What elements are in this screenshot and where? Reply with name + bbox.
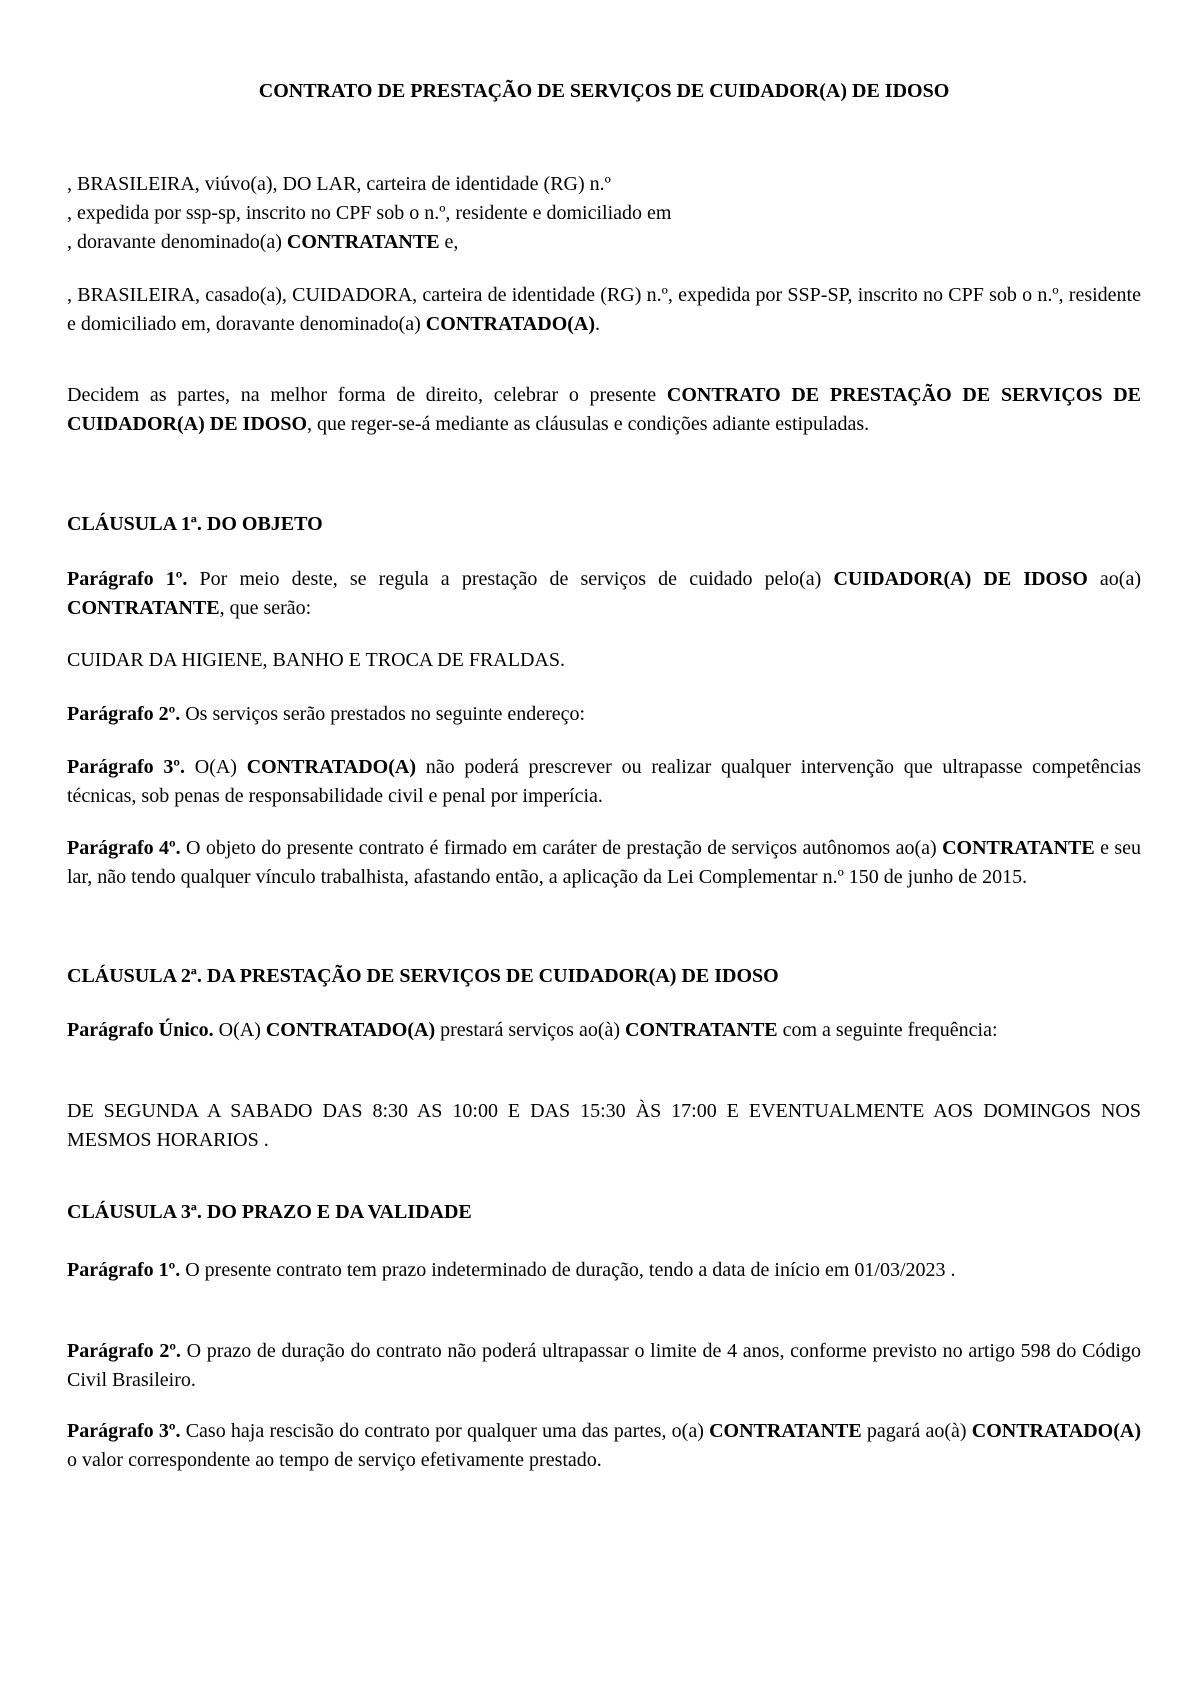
- contratante-role: CONTRATANTE: [286, 231, 440, 253]
- intro-suffix: , que reger-se-á mediante as cláusulas e condições adiante estipuladas.: [307, 413, 870, 435]
- clause-1-paragraph-2: [67, 700, 1141, 729]
- paragraph-text: Caso haja rescisão do contrato por qualquer uma das partes, o(a): [180, 1420, 710, 1442]
- contratante-line-3-suffix: e,: [439, 231, 459, 253]
- bold-term: CONTRATANTE: [709, 1420, 862, 1442]
- clause-1-services: CUIDAR DA HIGIENE, BANHO E TROCA DE FRALDAS.: [67, 649, 565, 671]
- paragraph-label: Parágrafo 3º.: [67, 1420, 181, 1442]
- clause-3-paragraph-3: [67, 1417, 1141, 1475]
- paragraph-text: e seu lar, não tendo qualquer vínculo trabalhista, afastando então, a aplicação da Lei Complementar n.º 150 de junho de 2015.: [67, 837, 1141, 888]
- paragraph-text: O(A): [213, 1019, 266, 1041]
- paragraph-text: Por meio deste, se regula a prestação de serviços de cuidado pelo(a): [187, 568, 834, 590]
- party-contratante: [67, 170, 1141, 257]
- party-contratado: [67, 281, 1141, 339]
- contratado-text: , BRASILEIRA, casado(a), CUIDADORA, carteira de identidade (RG) n.º, expedida por SSP-SP, inscrito no CPF sob o n.º, residente e domiciliado em, doravante denominado(a): [67, 284, 1141, 335]
- contract-title: CONTRATO DE PRESTAÇÃO DE SERVIÇOS DE CUIDADOR(A) DE IDOSO: [258, 80, 950, 102]
- clause-3-paragraph-1: [67, 1256, 1141, 1285]
- clause-3-paragraph-2: [67, 1337, 1141, 1395]
- paragraph-label: Parágrafo Único.: [67, 1019, 214, 1041]
- contratante-line-2: , expedida por ssp-sp, inscrito no CPF sob o n.º, residente e domiciliado em: [67, 202, 672, 224]
- contratado-end: .: [595, 313, 601, 335]
- clause-1-paragraph-3: [67, 753, 1141, 811]
- clause-1-paragraph-4: [67, 834, 1141, 892]
- contratante-line-3: [67, 228, 1141, 257]
- paragraph-text: Os serviços serão prestados no seguinte endereço:: [180, 703, 586, 725]
- paragraph-label: Parágrafo 2º.: [67, 703, 181, 725]
- clause-2-schedule: DE SEGUNDA A SABADO DAS 8:30 AS 10:00 E DAS 15:30 ÀS 17:00 E EVENTUALMENTE AOS DOMINGOS NOS MESMOS HORARIOS .: [67, 1100, 1141, 1151]
- intro-contract-name: CONTRATO DE PRESTAÇÃO DE SERVIÇOS DE CUIDADOR(A) DE IDOSO: [67, 384, 1141, 435]
- clause-1-paragraph-1: [67, 565, 1141, 623]
- paragraph-label: Parágrafo 1º.: [67, 568, 188, 590]
- bold-term: CONTRATANTE: [942, 837, 1095, 859]
- bold-term: CONTRATADO(A): [265, 1019, 436, 1041]
- bold-term: CONTRATADO(A): [971, 1420, 1141, 1442]
- paragraph-label: Parágrafo 1º.: [67, 1259, 181, 1281]
- paragraph-text: não poderá prescrever ou realizar qualquer intervenção que ultrapasse competências técnicas, sob penas de responsabilidade civil e penal por imperícia.: [67, 756, 1141, 807]
- bold-term: CONTRATADO(A): [246, 756, 416, 778]
- paragraph-label: Parágrafo 4º.: [67, 837, 181, 859]
- paragraph-text: ao(a): [1087, 568, 1142, 590]
- contratante-line-3-prefix: , doravante denominado(a): [67, 231, 287, 253]
- paragraph-label: Parágrafo 2º.: [67, 1340, 181, 1362]
- clause-3-heading: CLÁUSULA 3ª. DO PRAZO E DA VALIDADE: [67, 1201, 472, 1223]
- paragraph-text: prestará serviços ao(à): [435, 1019, 626, 1041]
- bold-term: CUIDADOR(A) DE IDOSO: [833, 568, 1088, 590]
- paragraph-label: Parágrafo 3º.: [67, 756, 185, 778]
- clause-1-heading: CLÁUSULA 1ª. DO OBJETO: [67, 513, 323, 535]
- intro-prefix: Decidem as partes, na melhor forma de direito, celebrar o presente: [67, 384, 667, 406]
- intro-paragraph: [67, 381, 1141, 439]
- bold-term: CONTRATANTE: [67, 597, 220, 619]
- paragraph-text: com a seguinte frequência:: [777, 1019, 998, 1041]
- bold-term: CONTRATANTE: [625, 1019, 778, 1041]
- paragraph-text: O presente contrato tem prazo indeterminado de duração, tendo a data de início em 01/03/2023 .: [180, 1259, 956, 1281]
- paragraph-text: O(A): [185, 756, 247, 778]
- contratado-role: CONTRATADO(A): [425, 313, 596, 335]
- paragraph-text: o valor correspondente ao tempo de serviço efetivamente prestado.: [67, 1449, 602, 1471]
- paragraph-text: O prazo de duração do contrato não poderá ultrapassar o limite de 4 anos, conforme previsto no artigo 598 do Código Civil Brasileiro.: [67, 1340, 1141, 1391]
- contratante-line-1: , BRASILEIRA, viúvo(a), DO LAR, carteira de identidade (RG) n.º: [67, 173, 611, 195]
- clause-2-heading: CLÁUSULA 2ª. DA PRESTAÇÃO DE SERVIÇOS DE CUIDADOR(A) DE IDOSO: [67, 965, 779, 987]
- paragraph-text: pagará ao(à): [861, 1420, 972, 1442]
- paragraph-text: , que serão:: [219, 597, 312, 619]
- paragraph-text: O objeto do presente contrato é firmado em caráter de prestação de serviços autônomos ao(a): [180, 837, 943, 859]
- clause-2-paragraph-unico: [67, 1016, 1141, 1045]
